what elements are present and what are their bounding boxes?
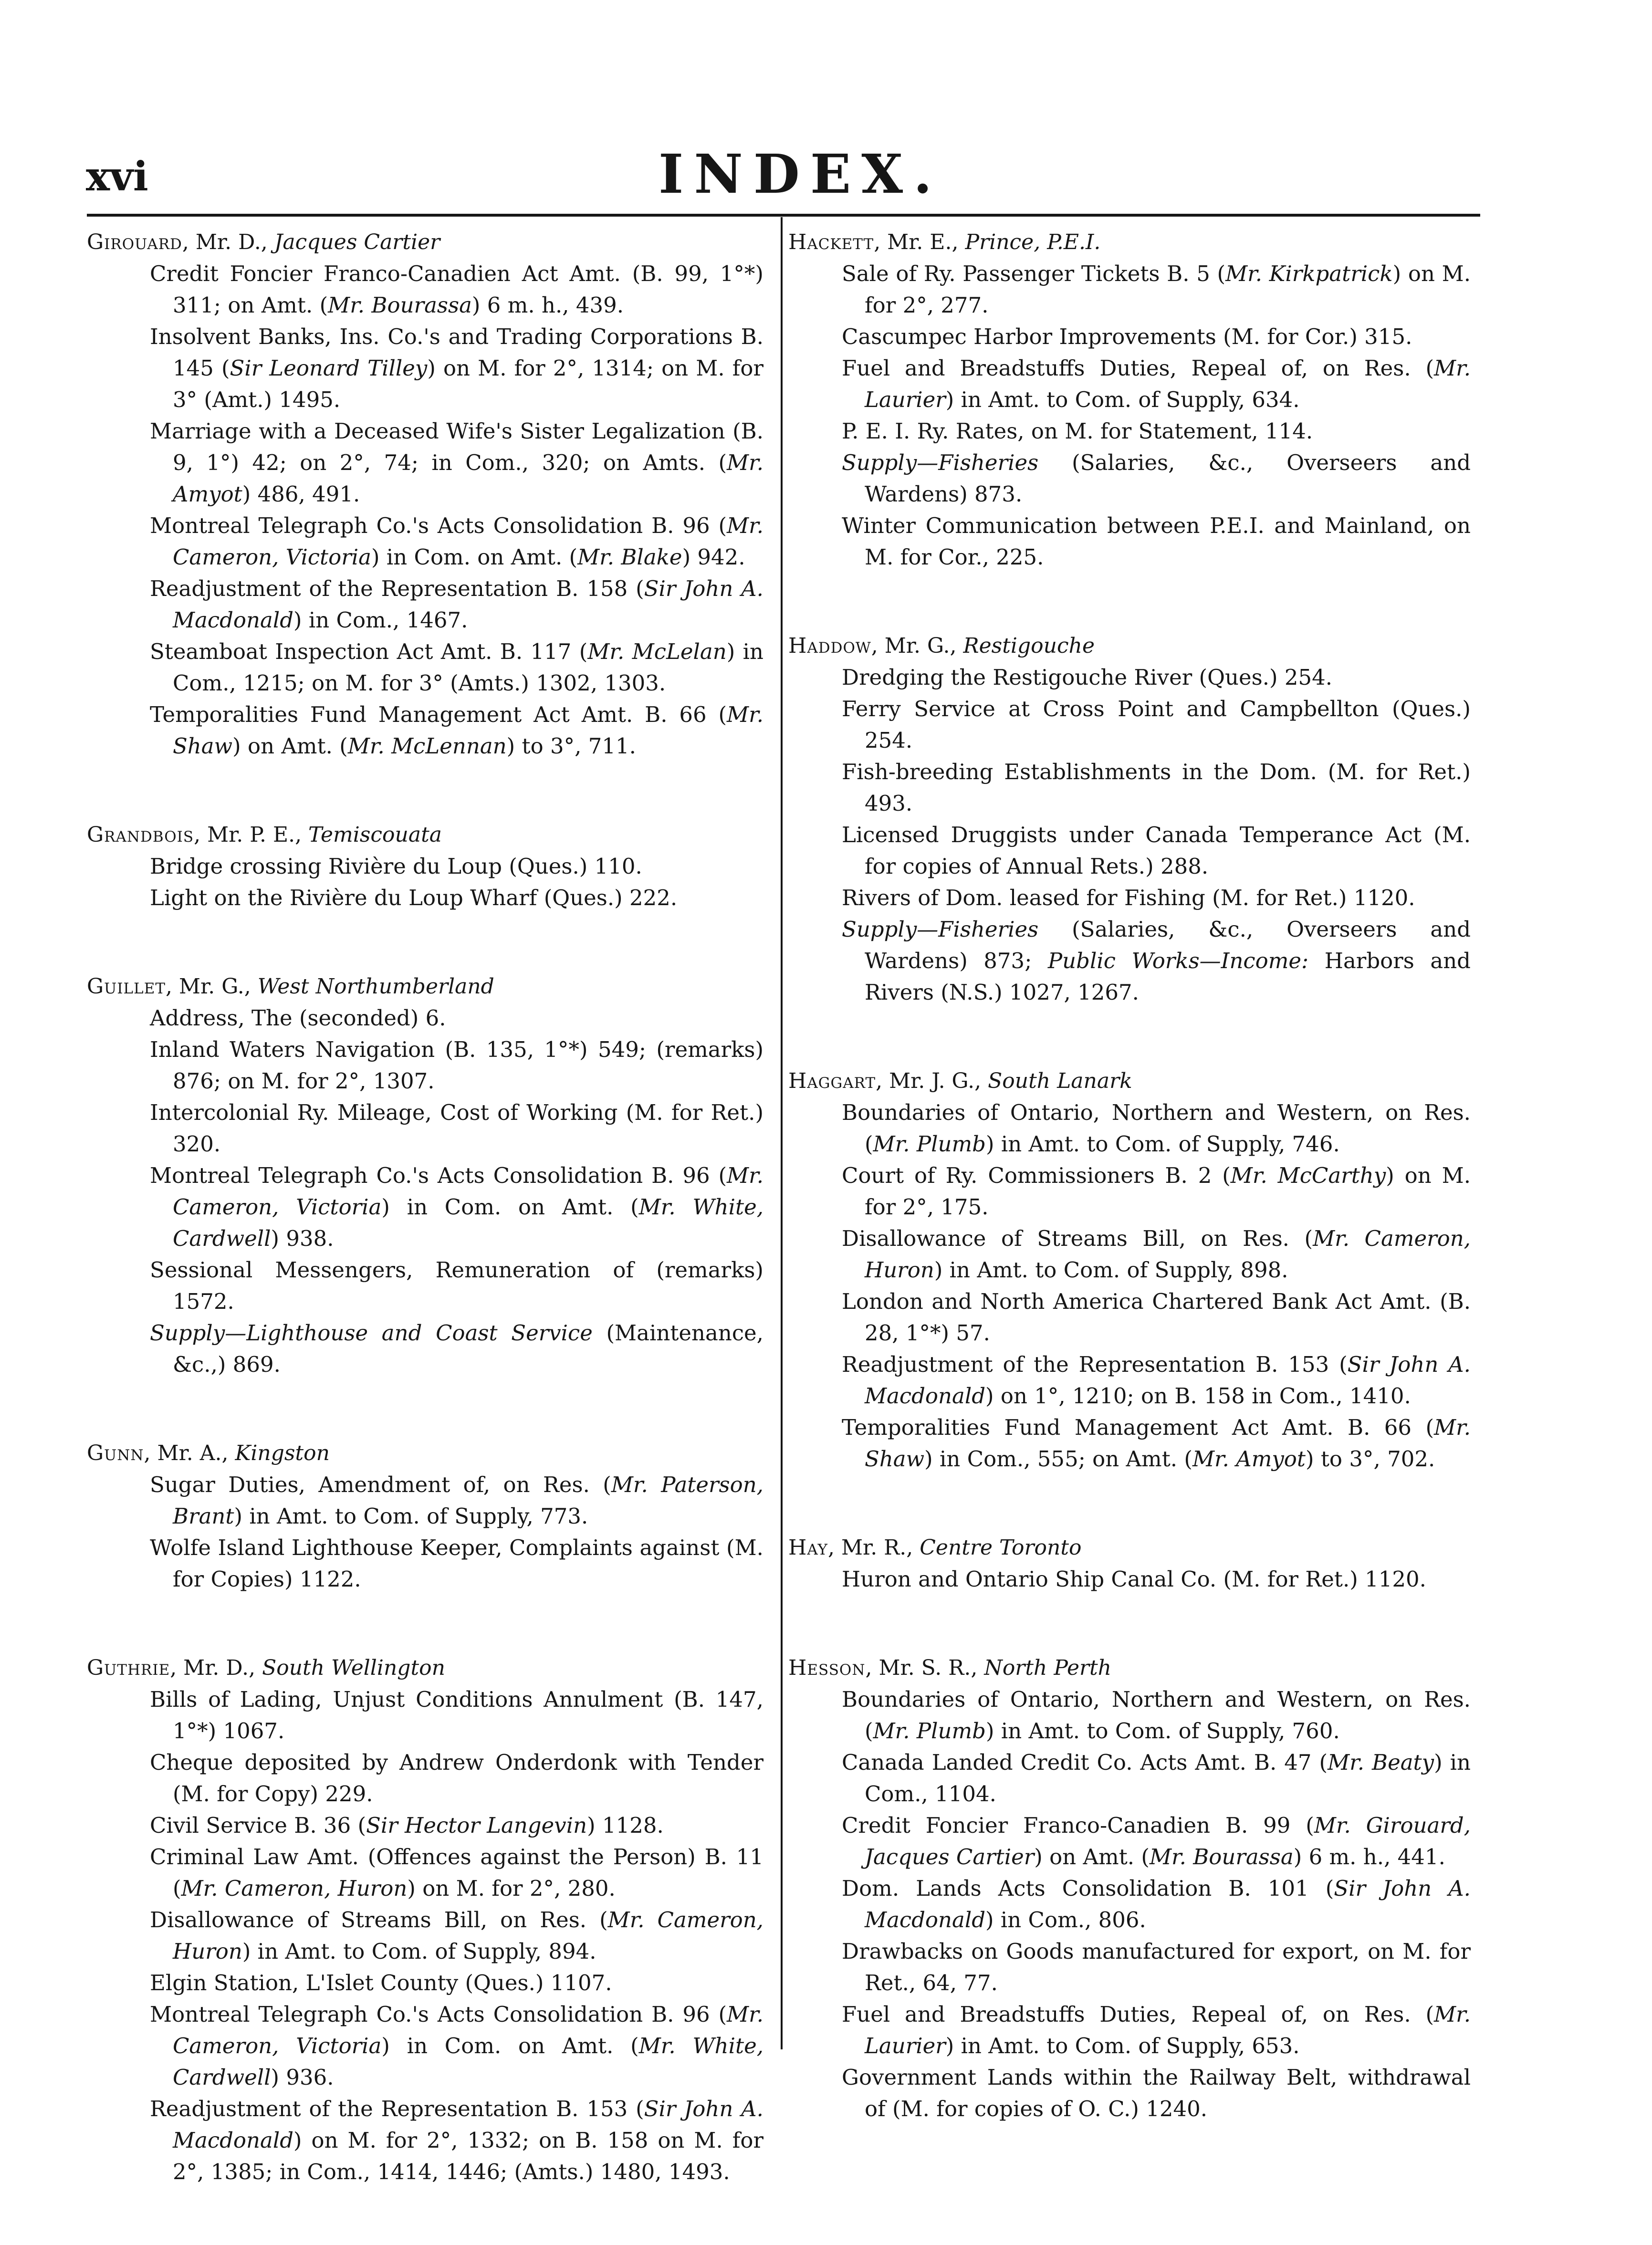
item-text: ) 486, 491. [242, 481, 360, 507]
member-surname: Girouard [87, 230, 182, 254]
item-text: ) in Amt. to Com. of Supply, 898. [934, 1257, 1288, 1283]
item-text: Bridge crossing Rivière du Loup (Ques.) 110. [150, 854, 642, 879]
member-surname: Gunn [87, 1441, 144, 1465]
item-reference-italic: Mr. Blake [577, 544, 682, 570]
index-item [788, 1936, 1478, 1999]
item-text: Fuel and Breadstuffs Duties, Repeal of, on Res. ( [842, 355, 1434, 381]
item-reference-italic: Sir John A. Macdonald [173, 576, 763, 633]
item-text: Marriage with a Deceased Wife's Sister Legalization (B. 9, 1°) 42; on 2°, 74; in Com., 320; on Amts. ( [150, 418, 771, 475]
item-text: Government Lands within the Railway Belt, withdrawal of (M. for copies of O. C.) 1240. [842, 2065, 1478, 2121]
member-title: , Mr. P. E., [194, 823, 309, 847]
index-item [788, 321, 1471, 353]
member-title: , Mr. E., [874, 230, 965, 254]
member-riding: Centre Toronto [920, 1535, 1082, 1560]
index-item [87, 510, 763, 573]
item-text: ) in Com., 1104. [865, 1750, 1478, 1806]
member-surname: Hay [788, 1535, 828, 1560]
item-text: ) in Amt. to Com. of Supply, 894. [242, 1939, 596, 1964]
item-reference-italic: Mr. McCarthy [1230, 1163, 1386, 1188]
item-text: ) 1128. [587, 1813, 664, 1838]
item-text: Insolvent Banks, Ins. Co.'s and Trading Corporations B. 145 ( [150, 324, 771, 381]
item-text: ) in Com. on Amt. ( [371, 544, 578, 570]
index-item [87, 1841, 771, 1904]
item-text: Boundaries of Ontario, Northern and Western, on Res. ( [842, 1100, 1478, 1157]
index-item [788, 914, 1478, 1008]
member-riding: Restigouche [963, 634, 1095, 658]
item-text: Criminal Law Amt. (Offences against the Person) B. 11 ( [150, 1844, 771, 1901]
index-item [87, 1160, 763, 1254]
item-text: Wolfe Island Lighthouse Keeper, Complaints against (M. for Copies) 1122. [150, 1535, 771, 1592]
index-item [87, 1002, 763, 1034]
index-item [788, 1810, 1471, 1873]
item-text: Temporalities Fund Management Act Amt. B. 66 ( [150, 702, 727, 727]
item-reference-italic: Mr. Amyot [173, 450, 763, 507]
member-heading [87, 819, 763, 851]
item-text: ) on Amt. ( [1034, 1844, 1150, 1869]
member-riding: Prince, P.E.I. [965, 230, 1101, 254]
item-reference-italic: Mr. Bourassa [328, 292, 472, 318]
member-heading [87, 971, 763, 1002]
item-text: Canada Landed Credit Co. Acts Amt. B. 47 ( [842, 1750, 1328, 1775]
member-riding: South Lanark [988, 1069, 1132, 1093]
member-heading [788, 1065, 1471, 1097]
index-item [87, 1034, 771, 1097]
item-text: Elgin Station, L'Islet County (Ques.) 1107. [150, 1970, 612, 1995]
item-text: ) 6 m. h., 439. [471, 292, 624, 318]
item-text: ) on M. for 2°, 280. [407, 1876, 616, 1901]
index-item [87, 321, 771, 416]
page-title: INDEX. [659, 143, 943, 206]
item-text: Drawbacks on Goods manufactured for export, on M. for Ret., 64, 77. [842, 1939, 1478, 1995]
page-header [0, 143, 1652, 215]
member-surname: Haggart [788, 1069, 876, 1093]
item-reference-italic: Mr. Amyot [1192, 1446, 1306, 1472]
index-item [87, 1254, 771, 1317]
member-riding: West Northumberland [257, 974, 494, 999]
member-title: , Mr. G., [871, 634, 963, 658]
index-entry [788, 1652, 1478, 2125]
item-reference-italic: Mr. Paterson, Brant [173, 1472, 763, 1529]
member-riding: Jacques Cartier [274, 230, 440, 254]
item-reference-italic: Mr. White, Cardwell [173, 1194, 764, 1251]
index-item [87, 1532, 771, 1595]
item-text: Civil Service B. 36 ( [150, 1813, 366, 1838]
index-item [788, 1564, 1471, 1595]
member-heading [788, 227, 1471, 258]
member-heading [87, 227, 763, 258]
index-item [788, 1286, 1478, 1349]
index-item [87, 636, 771, 699]
item-text: Intercolonial Ry. Mileage, Cost of Working (M. for Ret.) 320. [150, 1100, 771, 1157]
member-riding: North Perth [984, 1656, 1112, 1680]
item-text: Cascumpec Harbor Improvements (M. for Cor.) 315. [842, 324, 1412, 349]
index-item [87, 258, 771, 321]
item-reference-italic: Mr. Kirkpatrick [1225, 261, 1393, 286]
member-title: , Mr. A., [144, 1441, 235, 1465]
item-text: Disallowance of Streams Bill, on Res. ( [842, 1226, 1313, 1251]
item-text: Sale of Ry. Passenger Tickets B. 5 ( [842, 261, 1226, 286]
item-text: Address, The (seconded) 6. [150, 1005, 446, 1031]
item-text: ) in Com. on Amt. ( [381, 2033, 639, 2058]
item-text: Disallowance of Streams Bill, on Res. ( [150, 1907, 608, 1932]
index-item [788, 819, 1478, 882]
item-text: Licensed Druggists under Canada Temperance Act (M. for copies of Annual Rets.) 288. [842, 822, 1478, 879]
index-item [87, 1469, 763, 1532]
item-text: ) to 3°, 711. [506, 733, 636, 759]
member-title: , Mr. D., [182, 230, 274, 254]
item-reference-italic: Mr. Shaw [173, 702, 763, 759]
item-text: ) on 1°, 1210; on B. 158 in Com., 1410. [985, 1383, 1411, 1409]
member-surname: Grandbois [87, 823, 194, 847]
member-title: , Mr. D., [170, 1656, 262, 1680]
item-text: Readjustment of the Representation B. 153 ( [150, 2096, 644, 2121]
member-surname: Hesson [788, 1656, 866, 1680]
index-entry [87, 819, 763, 914]
item-text: Cheque deposited by Andrew Onderdonk with Tender (M. for Copy) 229. [150, 1750, 771, 1806]
index-item [788, 416, 1471, 447]
item-reference-italic: Supply—Fisheries [842, 917, 1039, 942]
index-item [788, 447, 1478, 510]
item-text: Temporalities Fund Management Act Amt. B. 66 ( [842, 1415, 1434, 1440]
item-text: Boundaries of Ontario, Northern and Western, on Res. ( [842, 1687, 1478, 1744]
index-item [788, 1873, 1471, 1936]
item-reference-italic: Mr. Laurier [865, 355, 1471, 412]
item-reference-italic: Mr. Cameron, Huron [865, 1226, 1471, 1283]
index-item [87, 1904, 763, 1967]
item-reference-italic: Mr. Cameron, Victoria [173, 513, 763, 570]
item-text: Harbors and Rivers (N.S.) 1027, 1267. [865, 948, 1478, 1005]
index-item [87, 1097, 771, 1160]
member-surname: Haddow [788, 634, 871, 658]
member-surname: Guillet [87, 974, 166, 999]
item-text: Huron and Ontario Ship Canal Co. (M. for Ret.) 1120. [842, 1566, 1426, 1592]
item-text: Sugar Duties, Amendment of, on Res. ( [150, 1472, 611, 1497]
member-title: , Mr. S. R., [865, 1656, 984, 1680]
item-reference-italic: Mr. McLennan [347, 733, 507, 759]
item-reference-italic: Sir Leonard Tilley [230, 355, 428, 381]
item-text: (Maintenance, &c.,) 869. [173, 1320, 771, 1377]
item-text: Dom. Lands Acts Consolidation B. 101 ( [842, 1876, 1334, 1901]
index-item [87, 1967, 763, 1999]
item-text: ) on M. for 2°, 277. [865, 261, 1478, 318]
index-item [87, 851, 763, 882]
item-text: (Salaries, &c., Overseers and Wardens) 873; [865, 917, 1478, 973]
member-title: , Mr. G., [166, 974, 258, 999]
member-title: , Mr. J. G., [876, 1069, 988, 1093]
index-item [87, 1317, 771, 1380]
header-rule [87, 214, 1480, 217]
item-text: Credit Foncier Franco-Canadien Act Amt. (B. 99, 1°*) 311; on Amt. ( [150, 261, 771, 318]
index-item [87, 1747, 771, 1810]
index-column-left [87, 227, 771, 2245]
item-text: Readjustment of the Representation B. 153 ( [842, 1352, 1348, 1377]
index-item [788, 882, 1471, 914]
member-heading [87, 1652, 763, 1684]
item-text: ) on M. for 2°, 175. [865, 1163, 1478, 1220]
index-entry [788, 227, 1478, 573]
page-number: xvi [86, 153, 148, 200]
item-text: Montreal Telegraph Co.'s Acts Consolidation B. 96 ( [150, 1163, 727, 1188]
item-text: Fuel and Breadstuffs Duties, Repeal of, on Res. ( [842, 2002, 1434, 2027]
item-text: ) in Com., 806. [985, 1907, 1146, 1932]
index-item [87, 1999, 763, 2093]
index-entry [87, 1438, 771, 1595]
member-heading [788, 1652, 1471, 1684]
member-riding: Kingston [235, 1441, 330, 1465]
item-text: Steamboat Inspection Act Amt. B. 117 ( [150, 639, 588, 664]
index-item [788, 1223, 1471, 1286]
index-item [788, 1747, 1478, 1810]
index-item [788, 258, 1478, 321]
item-reference-italic: Supply—Lighthouse and Coast Service [150, 1320, 593, 1346]
item-reference-italic: Sir John A. Macdonald [173, 2096, 763, 2153]
item-text: Credit Foncier Franco-Canadien B. 99 ( [842, 1813, 1314, 1838]
index-item [788, 1097, 1478, 1160]
item-text: Inland Waters Navigation (B. 135, 1°*) 549; (remarks) 876; on M. for 2°, 1307. [150, 1037, 771, 1094]
index-entry [87, 971, 771, 1380]
item-reference-italic: Mr. Plumb [873, 1718, 986, 1744]
index-item [87, 1684, 771, 1747]
item-text: ) in Com., 1215; on M. for 3° (Amts.) 1302, 1303. [173, 639, 771, 696]
item-text: ) 942. [682, 544, 745, 570]
member-surname: Hackett [788, 230, 874, 254]
column-divider [781, 217, 783, 2049]
member-title: , Mr. R., [827, 1535, 920, 1560]
item-text: Dredging the Restigouche River (Ques.) 254. [842, 665, 1333, 690]
member-heading [87, 1438, 763, 1469]
item-reference-italic: Sir Hector Langevin [366, 1813, 587, 1838]
index-item [87, 699, 763, 762]
item-text: Montreal Telegraph Co.'s Acts Consolidation B. 96 ( [150, 2002, 727, 2027]
item-reference-italic: Public Works—Income: [1047, 948, 1309, 973]
index-item [788, 756, 1478, 819]
index-entry [87, 1652, 771, 2188]
item-text: Court of Ry. Commissioners B. 2 ( [842, 1163, 1231, 1188]
item-reference-italic: Mr. Plumb [873, 1131, 986, 1157]
item-text: Bills of Lading, Unjust Conditions Annulment (B. 147, 1°*) 1067. [150, 1687, 771, 1744]
item-reference-italic: Mr. Bourassa [1149, 1844, 1294, 1869]
item-text: Readjustment of the Representation B. 158 ( [150, 576, 644, 601]
item-text: ) on Amt. ( [232, 733, 348, 759]
index-item [87, 416, 771, 510]
item-text: ) in Amt. to Com. of Supply, 746. [985, 1131, 1340, 1157]
index-item [788, 353, 1471, 416]
item-reference-italic: Mr. Cameron, Huron [181, 1876, 408, 1901]
index-item [788, 662, 1471, 693]
index-item [788, 1412, 1471, 1475]
item-text: ) to 3°, 702. [1305, 1446, 1435, 1472]
item-reference-italic: Mr. Girouard, Jacques Cartier [865, 1813, 1471, 1869]
index-item [788, 1684, 1478, 1747]
item-text: Light on the Rivière du Loup Wharf (Ques.) 222. [150, 885, 678, 910]
index-entry [788, 1065, 1478, 1475]
item-text: Montreal Telegraph Co.'s Acts Consolidation B. 96 ( [150, 513, 727, 538]
member-riding: Temiscouata [308, 823, 442, 847]
item-text: ) in Amt. to Com. of Supply, 653. [945, 2033, 1300, 2058]
item-reference-italic: Mr. Cameron, Huron [173, 1907, 763, 1964]
item-text: ) 6 m. h., 441. [1293, 1844, 1445, 1869]
member-heading [788, 1532, 1471, 1564]
index-item [788, 1160, 1478, 1223]
item-text: Fish-breeding Establishments in the Dom. (M. for Ret.) 493. [842, 759, 1478, 816]
item-reference-italic: Mr. Beaty [1328, 1750, 1434, 1775]
item-reference-italic: Sir John A. Macdonald [865, 1876, 1471, 1932]
item-reference-italic: Mr. Laurier [865, 2002, 1471, 2058]
index-item [788, 1999, 1471, 2062]
index-entry [788, 1532, 1471, 1595]
item-text: ) 936. [271, 2065, 334, 2090]
index-item [87, 573, 763, 636]
item-text: ) in Amt. to Com. of Supply, 634. [945, 387, 1300, 412]
index-entry [87, 227, 771, 762]
member-heading [788, 630, 1471, 662]
item-text: ) in Amt. to Com. of Supply, 760. [985, 1718, 1340, 1744]
item-text: ) in Com., 555; on Amt. ( [924, 1446, 1192, 1472]
item-reference-italic: Mr. Shaw [865, 1415, 1471, 1472]
index-item [788, 2062, 1478, 2125]
item-reference-italic: Mr. Cameron, Victoria [173, 1163, 763, 1220]
item-text: ) on M. for 2°, 1314; on M. for 3° (Amt.) 1495. [173, 355, 771, 412]
index-item [87, 2093, 771, 2188]
item-text: ) on M. for 2°, 1332; on B. 158 on M. for 2°, 1385; in Com., 1414, 1446; (Amts.) 1480, 1493. [173, 2128, 771, 2184]
index-item [87, 882, 763, 914]
index-item [87, 1810, 763, 1841]
item-text: Winter Communication between P.E.I. and Mainland, on M. for Cor., 225. [842, 513, 1478, 570]
item-text: Ferry Service at Cross Point and Campbellton (Ques.) 254. [842, 696, 1478, 753]
item-text: P. E. I. Ry. Rates, on M. for Statement, 114. [842, 418, 1313, 444]
index-item [788, 1349, 1471, 1412]
item-text: (Salaries, &c., Overseers and Wardens) 873. [865, 450, 1478, 507]
item-text: ) in Com. on Amt. ( [381, 1194, 639, 1220]
member-surname: Guthrie [87, 1656, 170, 1680]
item-text: ) 938. [271, 1226, 334, 1251]
index-item [788, 693, 1478, 756]
member-riding: South Wellington [262, 1656, 445, 1680]
index-item [788, 510, 1478, 573]
item-text: London and North America Chartered Bank Act Amt. (B. 28, 1°*) 57. [842, 1289, 1478, 1346]
item-text: ) in Amt. to Com. of Supply, 773. [234, 1504, 588, 1529]
index-entry [788, 630, 1478, 1008]
item-reference-italic: Mr. Cameron, Victoria [173, 2002, 763, 2058]
item-text: Sessional Messengers, Remuneration of (remarks) 1572. [150, 1257, 771, 1314]
item-reference-italic: Sir John A. Macdonald [865, 1352, 1471, 1409]
item-text: Rivers of Dom. leased for Fishing (M. for Ret.) 1120. [842, 885, 1415, 910]
item-reference-italic: Supply—Fisheries [842, 450, 1039, 475]
item-reference-italic: Mr. McLelan [587, 639, 727, 664]
item-reference-italic: Mr. White, Cardwell [173, 2033, 764, 2090]
item-text: ) in Com., 1467. [293, 607, 468, 633]
index-column-right [788, 227, 1478, 2182]
